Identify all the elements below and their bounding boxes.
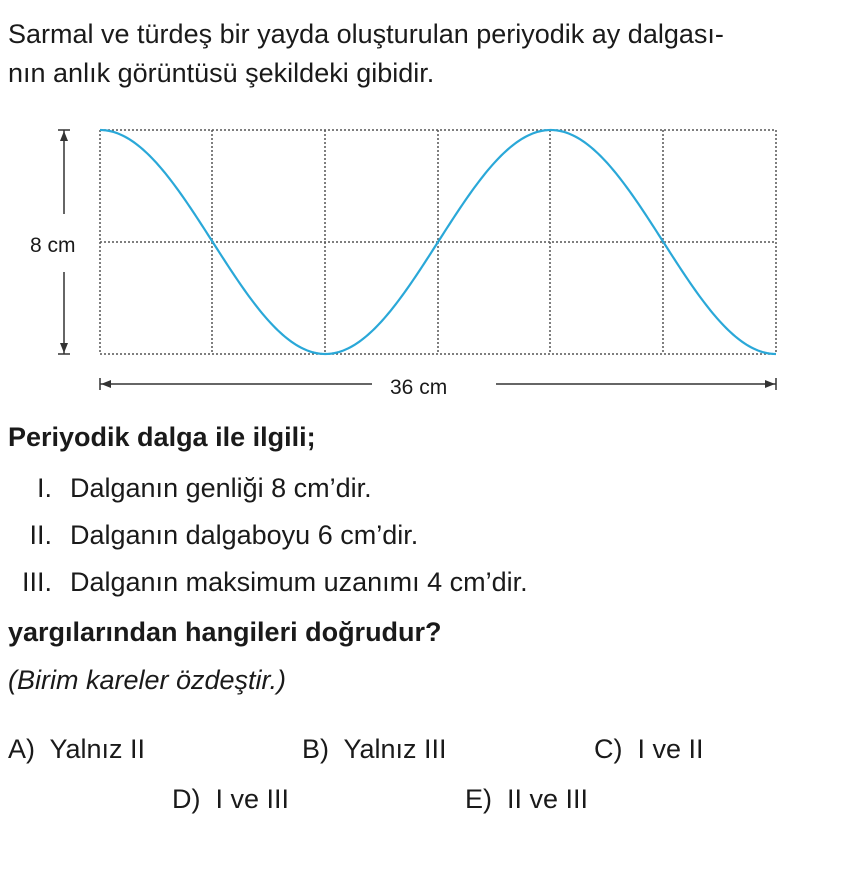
width-arrow-head-right: [765, 380, 775, 388]
amplitude-arrow-head-up: [60, 131, 68, 141]
statement-1-text: Dalganın genliği 8 cm’dir.: [70, 473, 372, 503]
option-c-letter: C): [594, 734, 623, 764]
option-b-letter: B): [302, 734, 329, 764]
width-label: 36 cm: [390, 376, 448, 399]
option-a-letter: A): [8, 734, 35, 764]
statement-2-text: Dalganın dalgaboyu 6 cm’dir.: [70, 520, 419, 550]
width-arrow-head-left: [101, 380, 111, 388]
question-prompt: yargılarından hangileri doğrudur?: [8, 617, 442, 647]
option-d-text: I ve III: [215, 784, 290, 814]
statement-3-text: Dalganın maksimum uzanımı 4 cm’dir.: [70, 567, 528, 597]
option-c[interactable]: [594, 733, 704, 765]
option-e[interactable]: [465, 783, 588, 815]
intro-line-1: Sarmal ve türdeş bir yayda oluşturulan periyodik ay dalgası-: [8, 19, 724, 49]
statements-heading: Periyodik dalga ile ilgili;: [8, 422, 316, 452]
option-d[interactable]: [172, 783, 289, 815]
intro-line-2: nın anlık görüntüsü şekildeki gibidir.: [8, 58, 435, 88]
option-c-text: I ve II: [637, 734, 704, 764]
option-e-letter: E): [465, 784, 492, 814]
option-d-letter: D): [172, 784, 201, 814]
amplitude-arrow-head-down: [60, 343, 68, 353]
option-b-text: Yalnız III: [343, 734, 447, 764]
amplitude-label: 8 cm: [30, 234, 76, 257]
statement-2-numeral: II.: [29, 520, 52, 550]
option-a-text: Yalnız II: [49, 734, 146, 764]
option-b[interactable]: [302, 733, 447, 765]
question-note: (Birim kareler özdeştir.): [8, 665, 287, 695]
wave-figure: [0, 0, 861, 420]
option-a[interactable]: [8, 733, 145, 765]
statement-1-numeral: I.: [36, 473, 52, 503]
option-e-text: II ve III: [507, 784, 589, 814]
statement-3-numeral: III.: [21, 567, 52, 597]
